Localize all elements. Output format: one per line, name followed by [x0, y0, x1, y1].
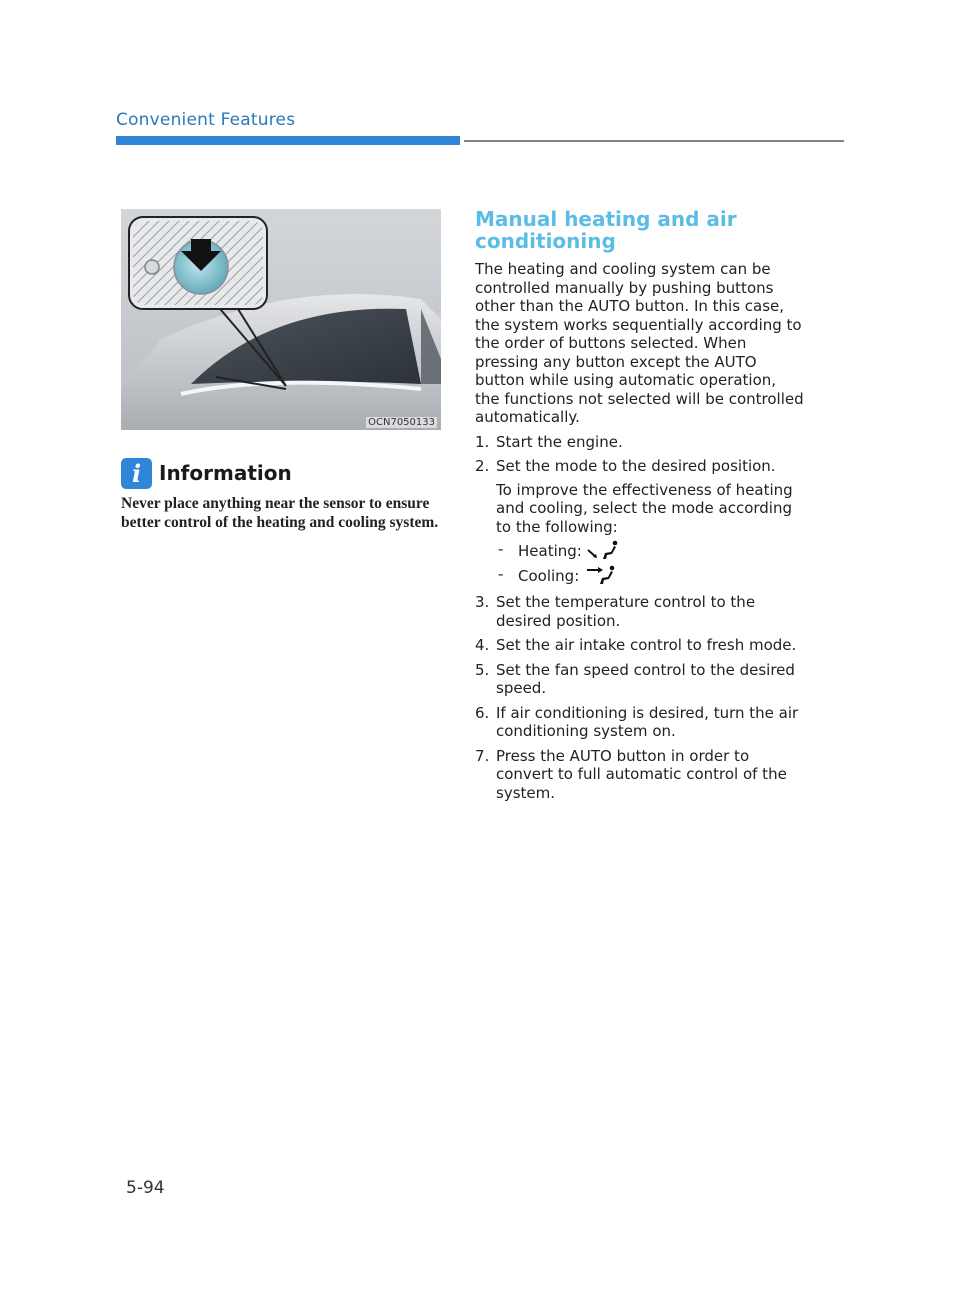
information-body: Never place anything near the sensor to ensure better control of the heating and cooling system.	[121, 495, 439, 531]
list-item	[475, 636, 805, 655]
sensor-figure	[121, 209, 441, 430]
information-title: Information	[159, 461, 292, 485]
step-number: 2.	[475, 457, 490, 475]
list-item	[475, 433, 805, 452]
information-header	[121, 456, 292, 490]
step-text: If air conditioning is desired, turn the air conditioning system on.	[496, 703, 799, 740]
steps-list	[475, 433, 805, 803]
header-rule	[464, 140, 844, 142]
step-subtext: To improve the effectiveness of heating and cooling, select the mode according to the following:	[496, 480, 793, 536]
step-text: Set the air intake control to fresh mode.	[496, 636, 797, 654]
step-text: Press the AUTO button in order to convert to full automatic control of the system.	[496, 746, 787, 802]
step-text: Set the temperature control to the desired position.	[496, 593, 756, 630]
header-rule-accent	[116, 136, 460, 145]
manual-intro: The heating and cooling system can be controlled manually by pushing buttons other than the AUTO button. In this case, the system works sequentially according to the order of buttons selected. When pressing any button except the AUTO button while using automatic operation, the functions not selected will be controlled automatically.	[475, 260, 804, 426]
heating-mode-line	[496, 540, 805, 562]
list-item	[475, 704, 805, 741]
cooling-label: Cooling:	[518, 566, 580, 585]
step-number: 4.	[475, 636, 490, 654]
step-number: 7.	[475, 746, 490, 765]
figure-code: OCN7050133	[368, 417, 435, 428]
page-number: 5-94	[126, 1178, 165, 1198]
manual-section	[475, 208, 805, 808]
section-title: Convenient Features	[116, 110, 296, 130]
heating-label: Heating:	[518, 541, 582, 560]
cooling-mode-line	[496, 565, 805, 587]
step-number: 5.	[475, 660, 490, 679]
step-number: 6.	[475, 703, 490, 722]
list-item	[475, 661, 805, 698]
list-item	[475, 593, 805, 630]
step-text: Set the mode to the desired position.	[496, 457, 776, 475]
dash-marker: -	[498, 565, 504, 583]
list-item	[475, 747, 805, 803]
floor-mode-icon	[586, 540, 620, 562]
windshield-sensor-illustration	[121, 209, 441, 430]
step-text: Start the engine.	[496, 432, 623, 451]
dash-marker: -	[498, 540, 504, 558]
step-text: Set the fan speed control to the desired speed.	[496, 660, 795, 697]
information-icon: i	[121, 458, 152, 489]
step-number: 3.	[475, 593, 490, 611]
list-item	[475, 457, 805, 587]
manual-heading: Manual heating and air conditioning	[475, 207, 737, 253]
face-mode-icon	[583, 565, 617, 587]
step-number: 1.	[475, 432, 490, 451]
